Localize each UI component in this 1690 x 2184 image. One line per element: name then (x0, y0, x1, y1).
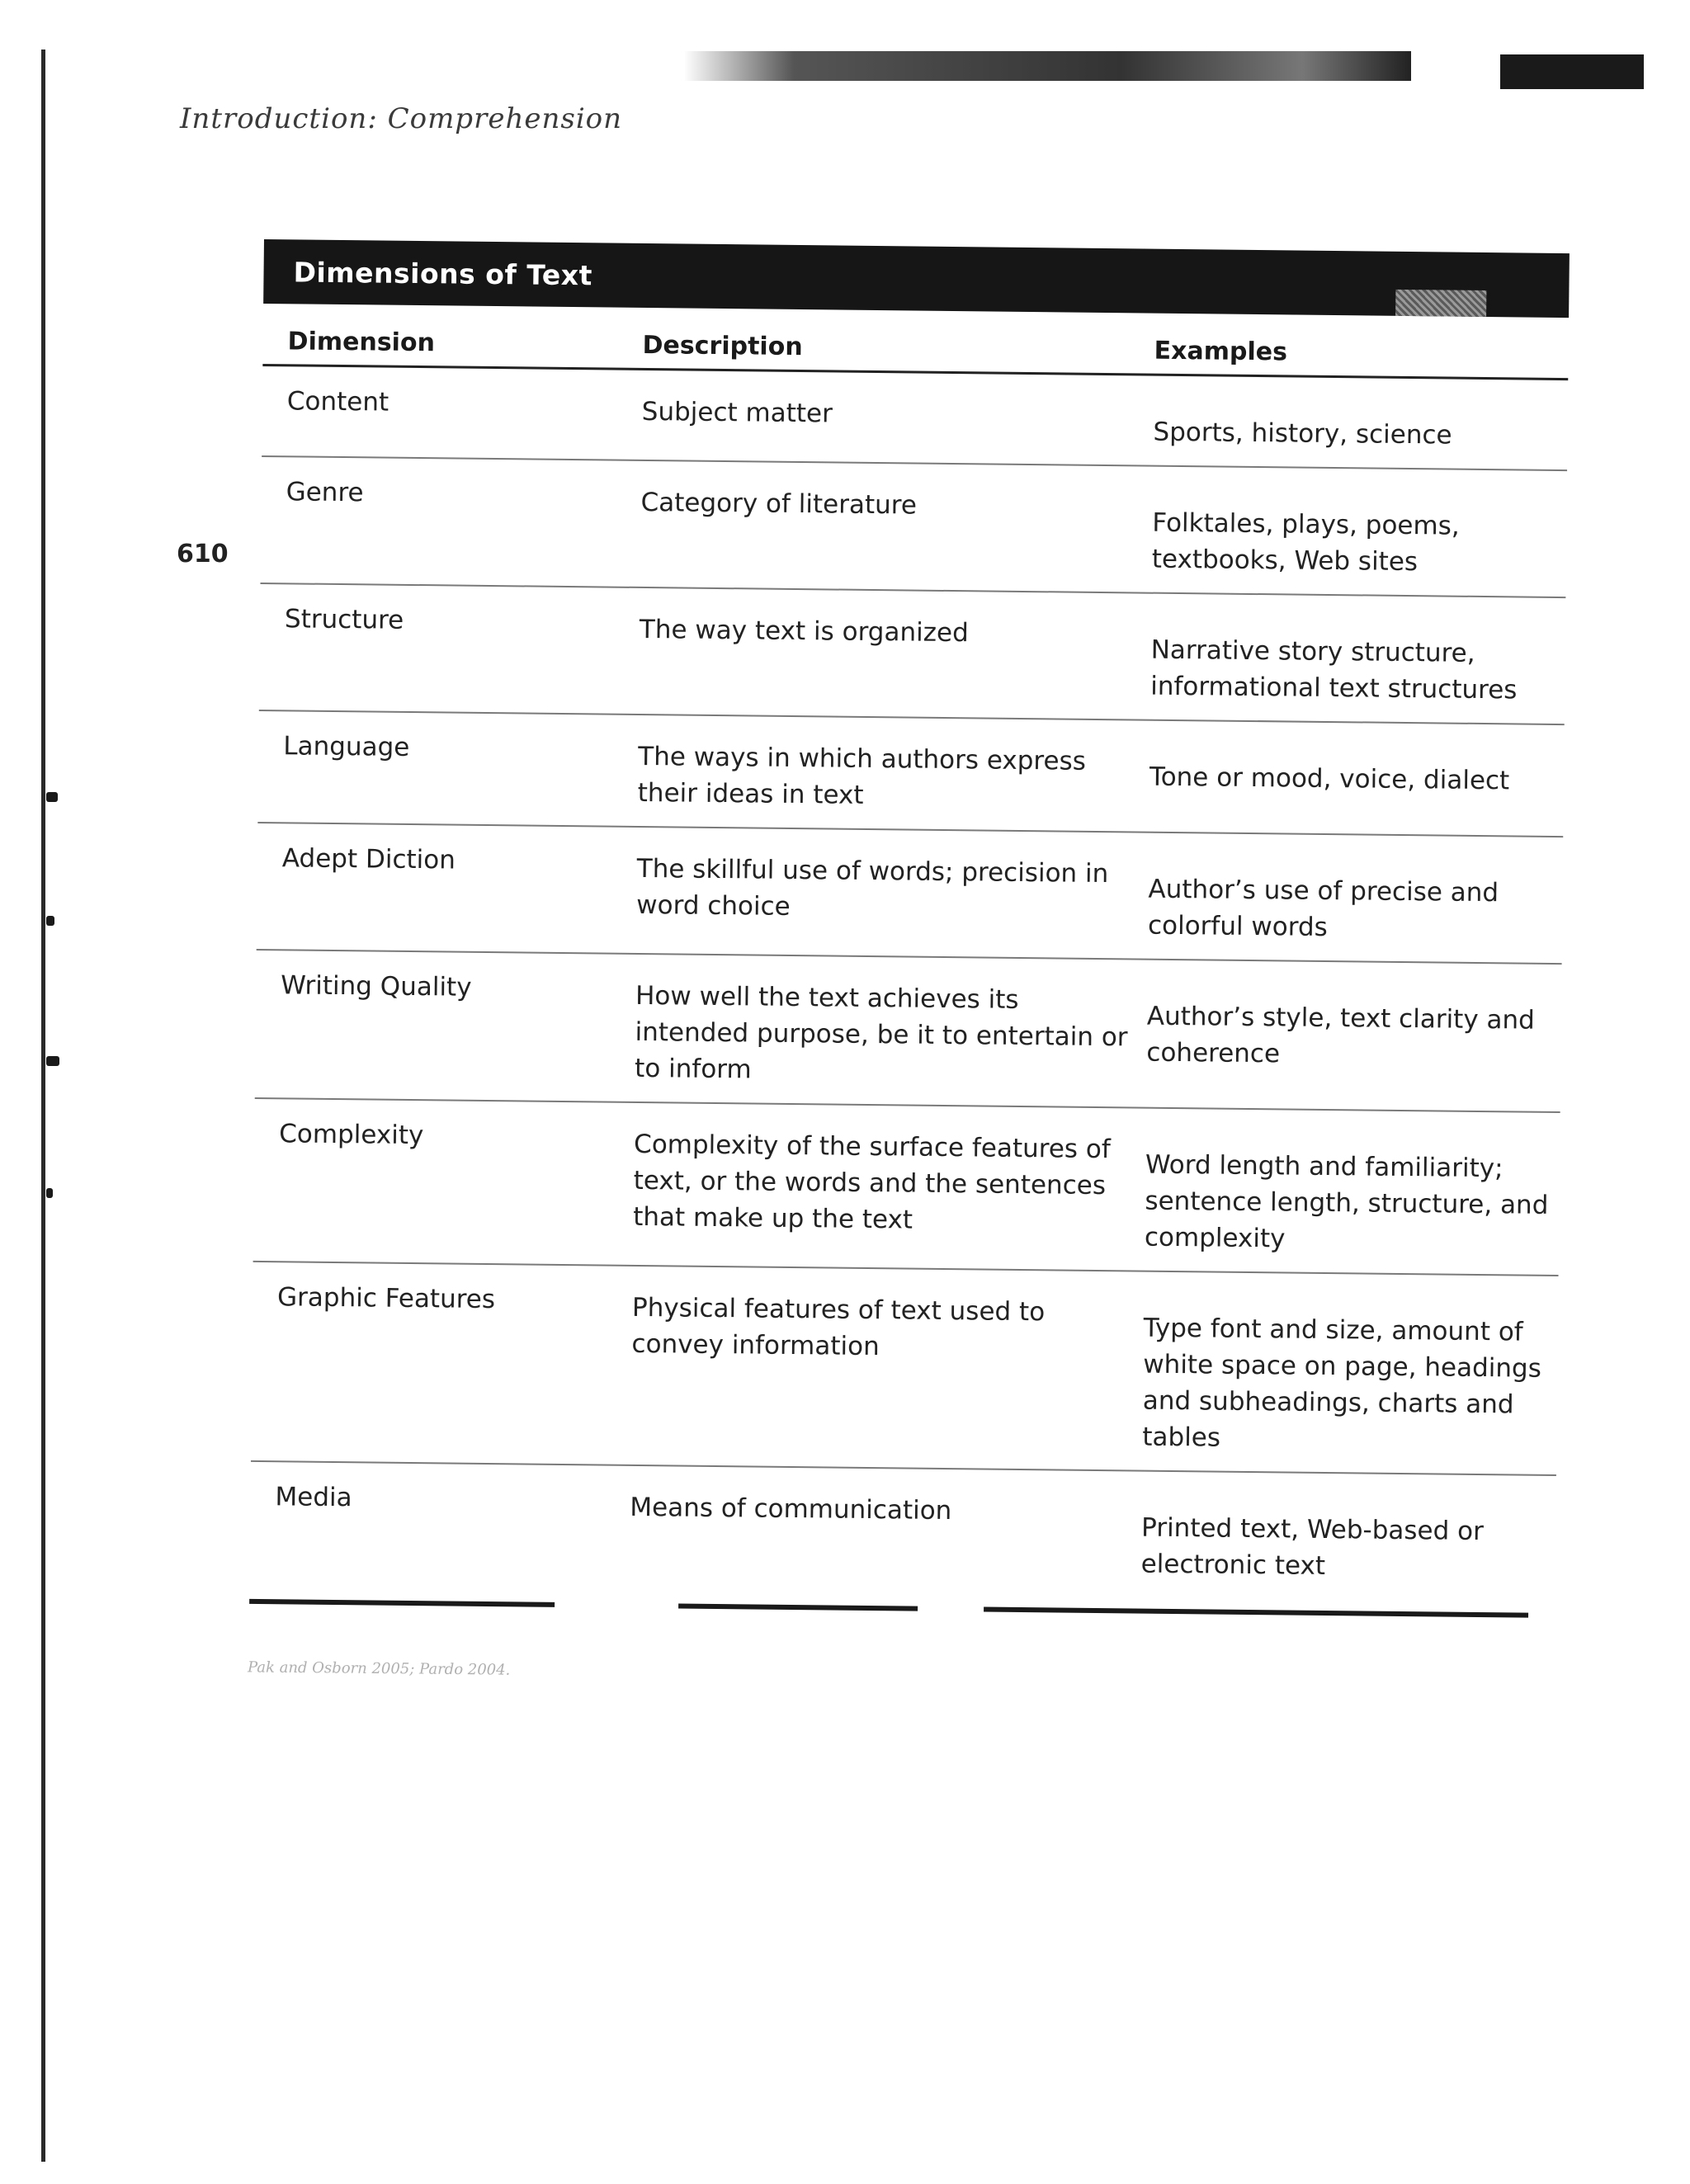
cell-examples: Narrative story structure, informational text structures (1150, 634, 1518, 705)
cell-description: The ways in which authors express their ideas in text (637, 741, 1087, 810)
cell-description: Means of communication (630, 1492, 952, 1526)
cell-dimension: Writing Quality (281, 970, 472, 1002)
table-row (249, 1462, 1556, 1601)
table-title: Dimensions of Text (293, 255, 593, 291)
page-number: 610 (177, 540, 229, 568)
cell-description: How well the text achieves its intended purpose, be it to entertain or to inform (634, 980, 1128, 1085)
cell-dimension: Genre (286, 477, 364, 508)
cell-dimension: Structure (284, 604, 404, 635)
cell-examples: Sports, history, science (1153, 417, 1452, 450)
table-row (260, 457, 1567, 598)
cell-description: The skillful use of words; precision in word choice (636, 853, 1109, 922)
cell-dimension: Content (286, 386, 389, 417)
table-row (257, 711, 1564, 837)
cell-dimension: Language (283, 731, 410, 762)
cell-examples: Author’s use of precise and colorful words (1147, 874, 1499, 942)
binding-marks (46, 792, 63, 1221)
cell-description: Physical features of text used to convey information (631, 1292, 1046, 1362)
running-head: Introduction: Comprehension (180, 102, 623, 135)
cell-examples: Tone or mood, voice, dialect (1149, 762, 1510, 796)
cell-dimension: Complexity (279, 1119, 424, 1151)
table-row (257, 823, 1564, 965)
table-row (251, 1262, 1559, 1476)
scan-top-bar (685, 51, 1411, 81)
cell-examples: Author’s style, text clarity and coherence (1146, 1001, 1536, 1069)
table-bottom-rules (249, 1592, 1555, 1639)
cell-description: Complexity of the surface features of text, or the words and the sentences that make up the text (633, 1129, 1111, 1235)
header-examples: Examples (1154, 336, 1288, 367)
scan-grain (1395, 290, 1486, 317)
cell-dimension: Media (275, 1482, 352, 1513)
cell-description: Category of literature (640, 487, 918, 521)
dimensions-table (249, 239, 1570, 1639)
header-dimension: Dimension (287, 327, 436, 358)
cell-dimension: Graphic Features (276, 1282, 496, 1315)
scan-top-block (1500, 54, 1644, 89)
table-row (253, 1099, 1560, 1276)
cell-dimension: Adept Diction (281, 843, 456, 875)
source-note: Pak and Osborn 2005; Pardo 2004. (247, 1658, 511, 1679)
header-description: Description (642, 330, 803, 362)
cell-examples: Printed text, Web-based or electronic text (1140, 1512, 1485, 1582)
cell-examples: Folktales, plays, poems, textbooks, Web sites (1151, 507, 1460, 578)
cell-examples: Type font and size, amount of white space on page, headings and subheadings, charts and tables (1142, 1313, 1542, 1453)
table-row (262, 366, 1568, 471)
binding-edge (41, 50, 45, 2162)
cell-description: The way text is organized (639, 614, 969, 649)
cell-description: Subject matter (641, 396, 833, 429)
table-row (259, 584, 1566, 725)
table-row (255, 950, 1562, 1113)
cell-examples: Word length and familiarity; sentence length, structure, and complexity (1144, 1149, 1549, 1254)
